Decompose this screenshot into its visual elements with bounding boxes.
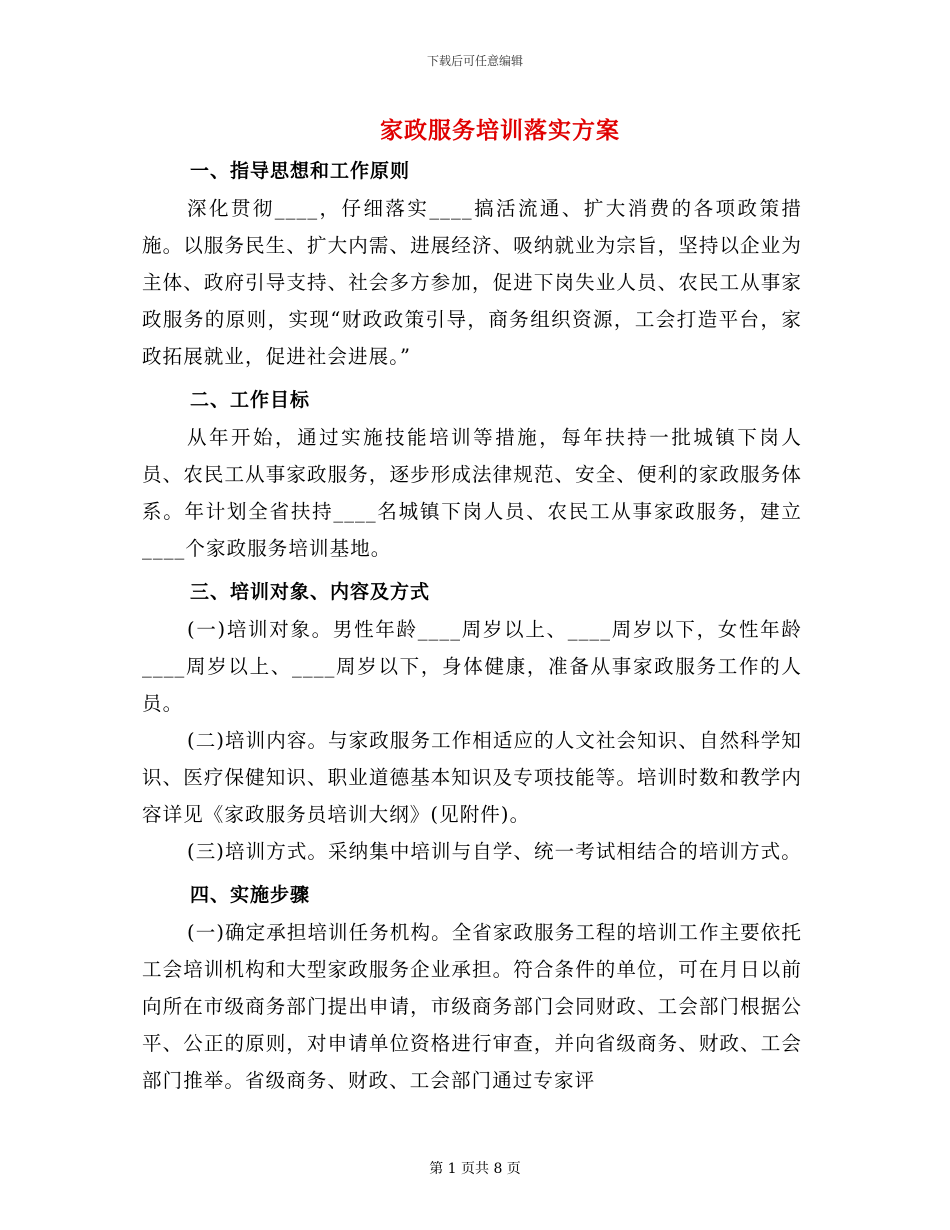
section-heading-1: 一、指导思想和工作原则	[190, 160, 411, 182]
section-heading-2: 二、工作目标	[190, 389, 311, 411]
section-heading-4: 四、实施步骤	[190, 884, 311, 906]
section-2-paragraph-1: 从年开始，通过实施技能培训等措施，每年扶持一批城镇下岗人员、农民工从事家政服务，逐步形成法律规范、安全、便利的家政服务体系。年计划全省扶持____名城镇下岗人员、农民工从事家政服务，建立____个家政服务培训基地。	[142, 426, 802, 560]
section-3-paragraph-2: (二)培训内容。与家政服务工作相适应的人文社会知识、自然科学知识、医疗保健知识、职业道德基本知识及专项技能等。培训时数和教学内容详见《家政服务员培训大纲》(见附件)。	[142, 729, 802, 826]
section-1-paragraph-1: 深化贯彻____，仔细落实____搞活流通、扩大消费的各项政策措施。以服务民生、扩大内需、进展经济、吸纳就业为宗旨，坚持以企业为主体、政府引导支持、社会多方参加，促进下岗失业人员、农民工从事家政服务的原则，实现“财政政策引导，商务组织资源，工会打造平台，家政拓展就业，促进社会进展。”	[142, 197, 802, 368]
section-heading-3: 三、培训对象、内容及方式	[190, 581, 431, 603]
document-body	[142, 153, 802, 1099]
header-note: 下载后可任意编辑	[426, 54, 523, 68]
section-3-paragraph-1: (一)培训对象。男性年龄____周岁以上、____周岁以下，女性年龄____周岁以上、____周岁以下，身体健康，准备从事家政服务工作的人员。	[142, 618, 802, 715]
section-4-paragraph-1: (一)确定承担培训任务机构。全省家政服务工程的培训工作主要依托工会培训机构和大型家政服务企业承担。符合条件的单位，可在月日以前向所在市级商务部门提出申请，市级商务部门会同财政、工会部门根据公平、公正的原则，对申请单位资格进行审查，并向省级商务、财政、工会部门推举。省级商务、财政、工会部门通过专家评	[142, 921, 802, 1092]
document-title: 家政服务培训落实方案	[380, 117, 620, 144]
page-number-footer: 第 1 页共 8 页	[429, 1161, 521, 1177]
section-3-paragraph-3: (三)培训方式。采纳集中培训与自学、统一考试相结合的培训方式。	[187, 840, 802, 863]
